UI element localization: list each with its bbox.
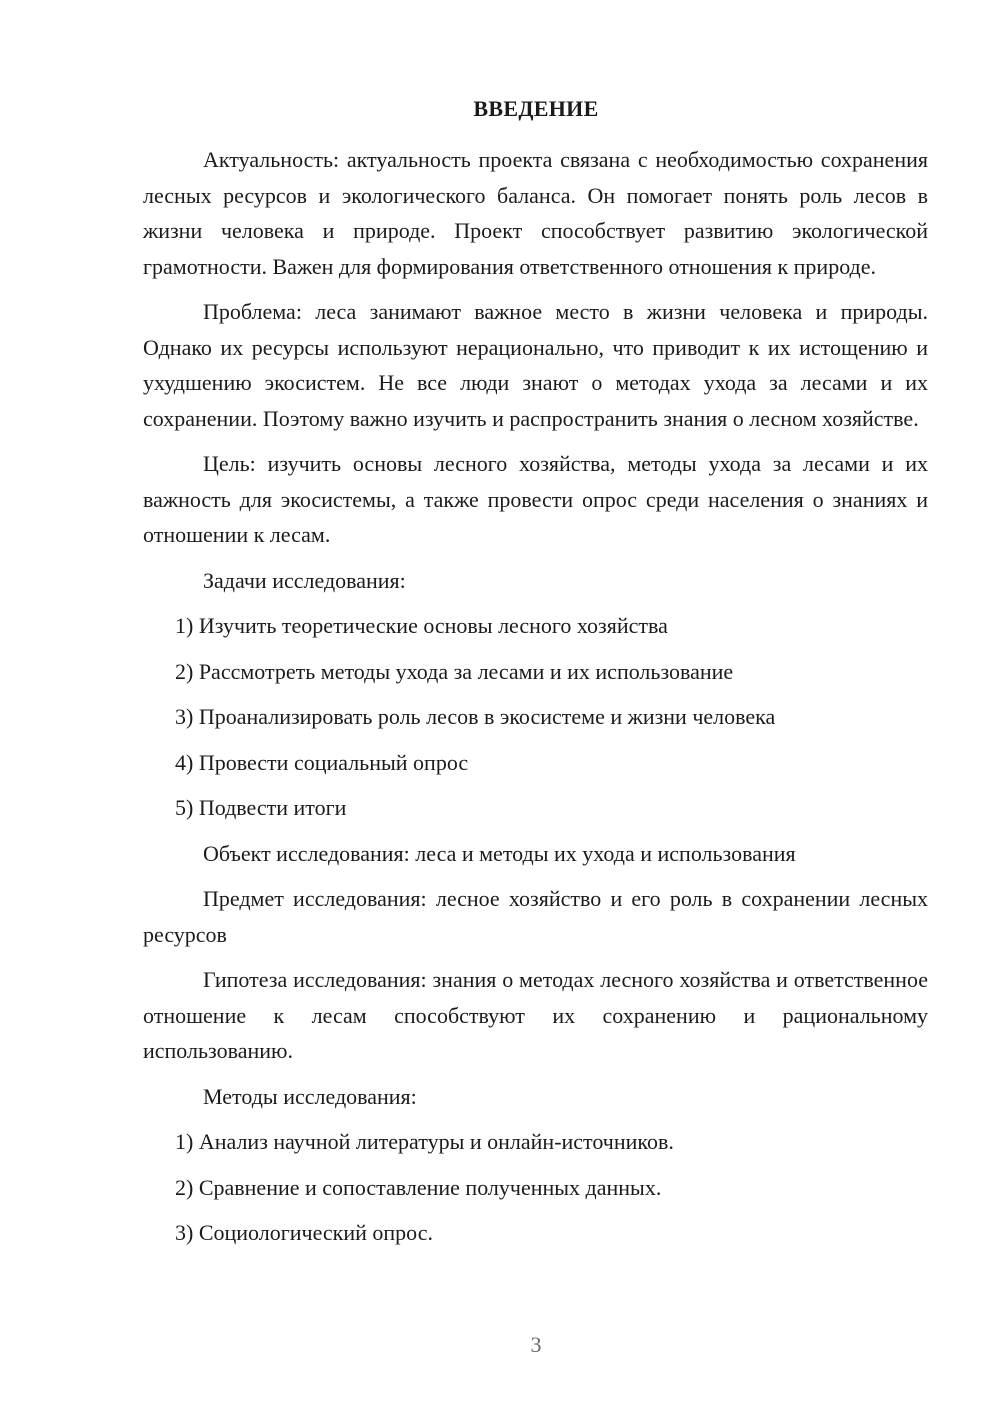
list-item: 2) Рассмотреть методы ухода за лесами и их использование [175, 658, 734, 684]
section-heading: ВВЕДЕНИЕ [473, 96, 599, 121]
list-item: 1) Анализ научной литературы и онлайн-источников. [175, 1129, 674, 1154]
tasks-title: Задачи исследования: [203, 567, 406, 593]
goal-paragraph: Цель: изучить основы лесного хозяйства, методы ухода за лесами и их важность для экосистемы, а также провести опрос среди населения о знаниях и отношении к лесам. [143, 451, 928, 547]
relevance-paragraph: Актуальность: актуальность проекта связана с необходимостью сохранения лесных ресурсов и экологического баланса. Он помогает понять роль лесов в жизни человека и природе. Проект способствует развитию экологической грамотности. Важен для формирования ответственного отношения к природе. [143, 147, 928, 279]
object-paragraph: Объект исследования: леса и методы их ухода и использования [203, 840, 796, 866]
list-item: 3) Социологический опрос. [175, 1220, 433, 1245]
list-item: 3) Проанализировать роль лесов в экосистеме и жизни человека [175, 704, 776, 729]
list-item: 1) Изучить теоретические основы лесного хозяйства [175, 613, 668, 638]
methods-title: Методы исследования: [203, 1083, 417, 1109]
tasks-list [143, 608, 928, 826]
document-body [143, 142, 928, 1251]
subject-paragraph: Предмет исследования: лесное хозяйство и его роль в сохранении лесных ресурсов [143, 886, 928, 947]
list-item: 4) Провести социальный опрос [175, 749, 469, 775]
list-item: 2) Сравнение и сопоставление полученных данных. [175, 1174, 662, 1200]
hypothesis-paragraph: Гипотеза исследования: знания о методах лесного хозяйства и ответственное отношение к лесам способствуют их сохранению и рациональному использованию. [143, 967, 928, 1063]
list-item: 5) Подвести итоги [175, 795, 347, 820]
problem-paragraph: Проблема: леса занимают важное место в жизни человека и природы. Однако их ресурсы используют нерационально, что приводит к их истощению и ухудшению экосистем. Не все люди знают о методах ухода за лесами и их сохранении. Поэтому важно изучить и распространить знания о лесном хозяйстве. [143, 299, 928, 431]
page-number: 3 [530, 1332, 542, 1357]
methods-list [143, 1124, 928, 1251]
